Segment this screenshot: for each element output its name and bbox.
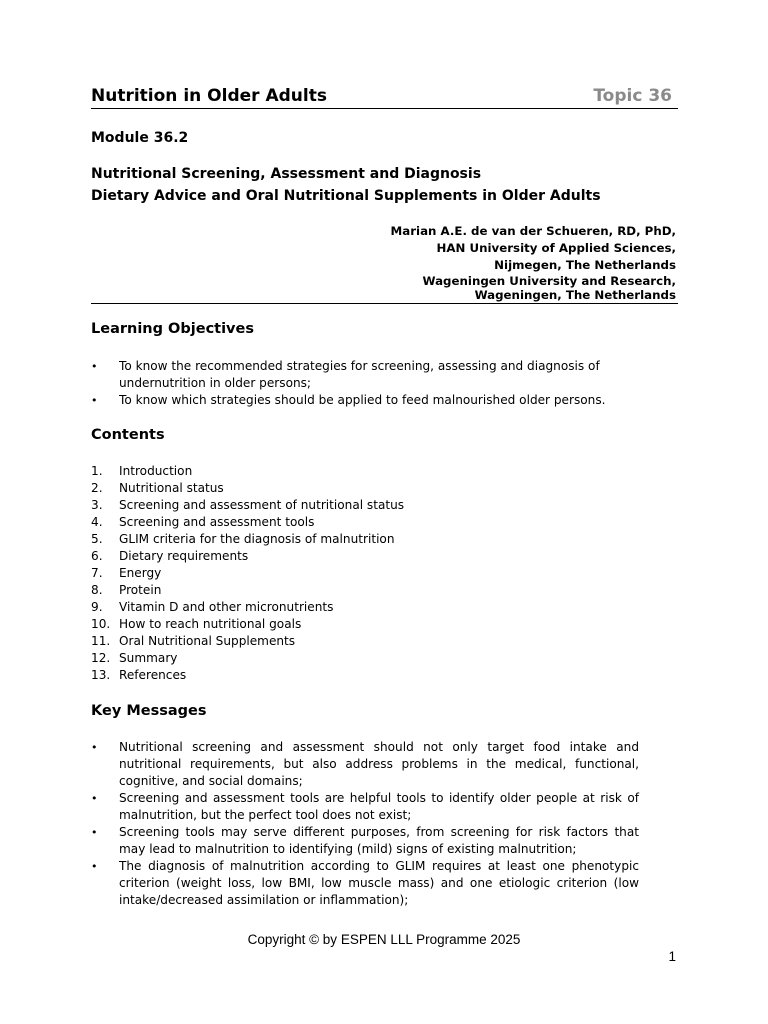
contents-item	[91, 633, 651, 650]
list-item: • The diagnosis of malnutrition according to GLIM requires at least one phenotypic criterion (weight loss, low BMI, low muscle mass) and one etiologic criterion (low intake/decreased assimilation or inflammation);	[91, 858, 639, 909]
list-item: • Nutritional screening and assessment should not only target food intake and nutritional requirements, but also address problems in the medical, functional, cognitive, and social domains;	[91, 739, 639, 790]
item-number: 7.	[91, 566, 103, 580]
item-number: 8.	[91, 583, 103, 597]
item-label: Screening and assessment tools	[119, 515, 315, 529]
header-row	[91, 86, 678, 109]
item-label: How to reach nutritional goals	[119, 617, 302, 631]
item-number: 6.	[91, 549, 103, 563]
item-number: 13.	[91, 668, 111, 682]
contents-item	[91, 599, 651, 616]
item-label: Introduction	[119, 464, 193, 478]
copyright-footer: Copyright © by ESPEN LLL Programme 2025	[247, 932, 521, 947]
author-line: Wageningen, The Netherlands	[474, 288, 676, 302]
item-number: 1.	[91, 464, 103, 478]
item-number: 12.	[91, 651, 111, 665]
item-label: References	[119, 668, 187, 682]
item-label: Oral Nutritional Supplements	[119, 634, 296, 648]
item-label: GLIM criteria for the diagnosis of malnutrition	[119, 532, 395, 546]
document-title: Nutrition in Older Adults	[91, 86, 327, 106]
list-item: • To know the recommended strategies for screening, assessing and diagnosis of undernutrition in older persons;	[91, 358, 651, 392]
subtitle-line: Dietary Advice and Oral Nutritional Supplements in Older Adults	[91, 188, 601, 204]
author-line: Wageningen University and Research,	[422, 274, 676, 288]
learning-objectives-list	[91, 358, 651, 409]
item-label: Energy	[119, 566, 162, 580]
item-number: 3.	[91, 498, 103, 512]
item-label: Nutritional status	[119, 481, 224, 495]
contents-item	[91, 480, 651, 497]
page-number: 1	[668, 949, 676, 964]
key-messages-list	[91, 739, 651, 909]
item-label: Protein	[119, 583, 162, 597]
item-number: 9.	[91, 600, 103, 614]
contents-item	[91, 531, 651, 548]
topic-label: Topic 36	[593, 86, 672, 106]
author-line: Marian A.E. de van der Schueren, RD, PhD,	[390, 224, 676, 238]
contents-item	[91, 565, 651, 582]
contents-item	[91, 616, 651, 633]
item-number: 2.	[91, 481, 103, 495]
contents-item	[91, 463, 651, 480]
contents-list	[91, 463, 651, 684]
item-label: Summary	[119, 651, 178, 665]
contents-item	[91, 582, 651, 599]
item-label: Vitamin D and other micronutrients	[119, 600, 334, 614]
key-messages-heading: Key Messages	[91, 703, 207, 719]
author-line: HAN University of Applied Sciences,	[436, 241, 676, 255]
module-number: Module 36.2	[91, 130, 189, 146]
contents-item	[91, 650, 651, 667]
author-line: Nijmegen, The Netherlands	[494, 258, 676, 272]
contents-item	[91, 497, 651, 514]
item-number: 5.	[91, 532, 103, 546]
contents-item	[91, 548, 651, 565]
item-number: 11.	[91, 634, 111, 648]
contents-item	[91, 667, 651, 684]
item-label: Screening and assessment of nutritional status	[119, 498, 405, 512]
item-number: 10.	[91, 617, 111, 631]
learning-objectives-heading: Learning Objectives	[91, 321, 254, 337]
list-item: • Screening and assessment tools are helpful tools to identify older people at risk of malnutrition, but the perfect tool does not exist;	[91, 790, 639, 824]
contents-item	[91, 514, 651, 531]
item-number: 4.	[91, 515, 103, 529]
author-block	[91, 224, 678, 304]
list-item: • To know which strategies should be applied to feed malnourished older persons.	[91, 392, 651, 409]
contents-heading: Contents	[91, 427, 165, 443]
item-label: Dietary requirements	[119, 549, 249, 563]
subtitle-line: Nutritional Screening, Assessment and Diagnosis	[91, 166, 482, 182]
list-item: • Screening tools may serve different purposes, from screening for risk factors that may lead to malnutrition to identifying (mild) signs of existing malnutrition;	[91, 824, 639, 858]
